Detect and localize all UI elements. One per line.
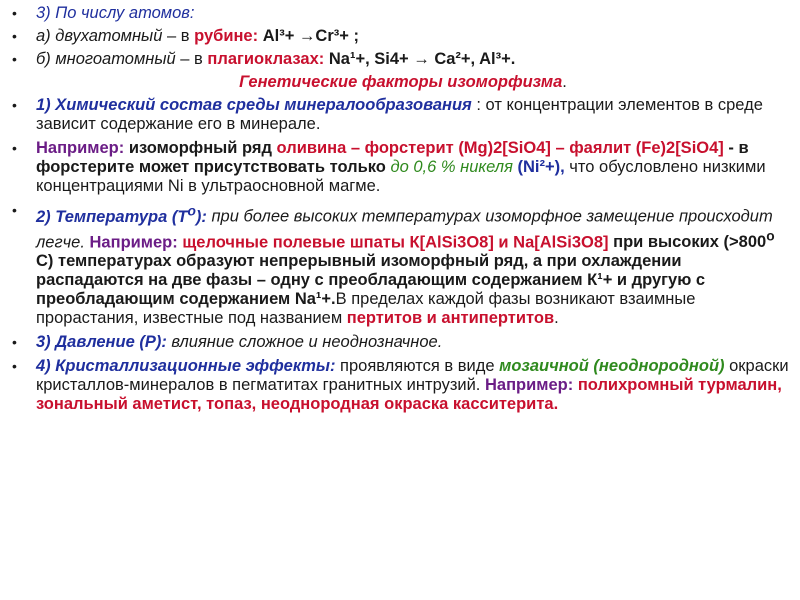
- item-pressure: [12, 333, 790, 352]
- crystallization-examples: полихромный турмалин, зональный аметист, топаз, неоднородная окраска касситерита.: [36, 376, 782, 413]
- plagioclase-formula: Na¹+, Si4+ → Ca²+, Al³+.: [328, 50, 516, 68]
- nickel-ion: (Ni²+),: [512, 158, 565, 176]
- temperature-title-sup: о: [187, 203, 196, 218]
- forsterite-text: - в форстерите может присутствовать только: [36, 139, 749, 176]
- olivine-explanation: что обусловлено низкими концентрациями Ni в ультраосновной магме.: [36, 158, 766, 195]
- bullet: •: [12, 5, 17, 21]
- perthites-dot: .: [554, 309, 559, 327]
- feldspar-high-temp-end: С) температурах образуют непрерывный изоморфный ряд, а при охлаждении распадаются на две фазы – одну с преобладающим содержанием К¹+ и другую с преобладающим содержанием Na¹+.: [36, 252, 706, 308]
- polyatomic-label: б) многоатомный: [36, 50, 176, 68]
- ruby-formula: Al³+ →Cr³+ ;: [262, 27, 359, 45]
- bullet: •: [12, 28, 17, 44]
- bullet: •: [12, 140, 17, 156]
- bullet: •: [12, 202, 17, 218]
- olivine-series: оливина – форстерит (Mg)2[SiO4] – фаялит (Fe)2[SiO4]: [276, 139, 724, 157]
- temperature-title-end: ):: [195, 207, 207, 226]
- temperature-title-main: 2) Температура (Т: [36, 207, 188, 226]
- heading-text: Генетические факторы изоморфизма: [239, 73, 563, 91]
- atom-count-title: 3) По числу атомов:: [36, 4, 195, 22]
- bullet: •: [12, 51, 17, 67]
- polyatomic-sep: – в: [175, 50, 208, 68]
- example-label: Например:: [484, 376, 574, 394]
- genetic-factors-heading: [16, 73, 790, 92]
- crystallization-title: 4) Кристаллизационные эффекты:: [36, 357, 336, 375]
- crystallization-text-1: проявляются в виде: [335, 357, 500, 375]
- perthites: пертитов и антипертитов: [346, 309, 555, 327]
- bullet: •: [12, 358, 17, 374]
- temperature-title: [36, 203, 207, 226]
- item-crystallization: [12, 357, 790, 414]
- plagioclase-term: плагиоклазах:: [207, 50, 329, 68]
- item-temperature: [12, 201, 790, 328]
- example-label: Например:: [89, 233, 178, 251]
- nickel-amount: до 0,6 % никеля: [390, 158, 513, 176]
- pressure-text: влияние сложное и неоднозначное.: [166, 333, 443, 351]
- intergrowth-text: В пределах каждой фазы возникают взаимные прорастания, известные под названием: [36, 290, 696, 327]
- crystallization-text-2: окраски кристаллов-минералов в пегматитах гранитных интрузий.: [36, 357, 789, 394]
- bullet: •: [12, 334, 17, 350]
- pressure-title: 3) Давление (Р):: [36, 333, 167, 351]
- feldspar-high-temp-sup: о: [766, 228, 775, 244]
- ruby-term: рубине:: [194, 27, 263, 45]
- chemical-composition-text: : от концентрации элементов в среде зависит содержание его в минерале.: [36, 96, 763, 133]
- item-diatomic: [12, 27, 790, 46]
- chemical-composition-title: 1) Химический состав среды минералообразования: [36, 96, 472, 114]
- example-label: Например:: [36, 139, 125, 157]
- heading-dot: .: [562, 73, 567, 91]
- diatomic-sep: – в: [162, 27, 195, 45]
- item-olivine-example: [12, 139, 790, 196]
- olivine-series-text: изоморфный ряд: [124, 139, 277, 157]
- mosaic-term: мозаичной (неоднородной): [499, 357, 725, 375]
- temperature-text: при более высоких температурах изоморфное замещение происходит легче.: [36, 207, 773, 251]
- feldspar-high-temp-start: при высоких (>800: [608, 233, 767, 251]
- item-chemical-composition: [12, 96, 790, 134]
- item-polyatomic: [12, 50, 790, 69]
- item-atom-count: [12, 4, 790, 23]
- diatomic-label: а) двухатомный: [36, 27, 163, 45]
- feldspars: щелочные полевые шпаты К[AlSi3O8] и Na[AlSi3O8]: [177, 233, 609, 251]
- bullet: •: [12, 97, 17, 113]
